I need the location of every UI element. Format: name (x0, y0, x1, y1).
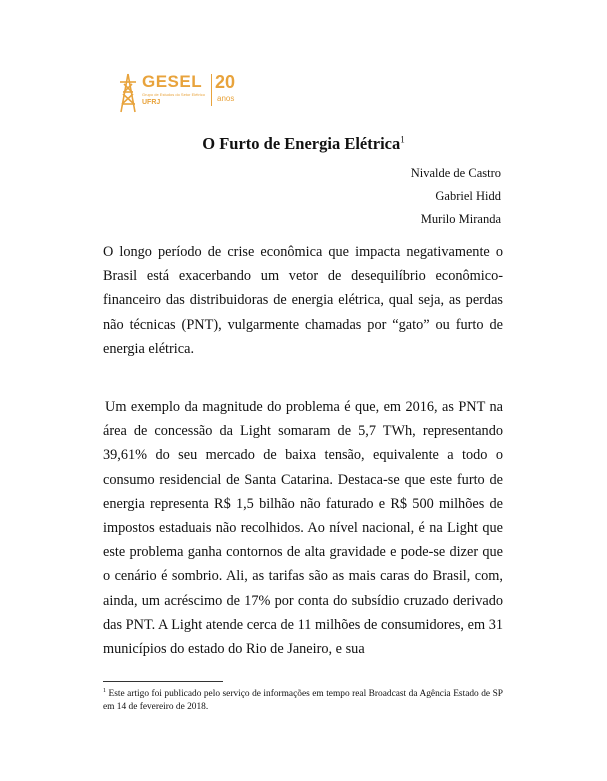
footnote-divider (103, 681, 223, 682)
body-paragraph: Um exemplo da magnitude do problema é que, em 2016, as PNT na área de concessão da Light somaram de 5,7 TWh, representando 39,61% do seu mercado de baixa tensão, equivalente a todo o consumo residencial de Santa Catarina. Destaca-se que este furto de energia representa R$ 1,5 bilhão não faturado e R$ 500 milhões de impostos estaduais não recolhidos. Ao nível nacional, é na Light que este problema ganha contornos de alta gravidade e pode-se dizer que o cenário é sombrio. Ali, as tarifas são as mais caras do Brasil, com, ainda, um acréscimo de 17% por conta do subsídio cruzado derivado das PNT. A Light atende cerca de 11 milhões de consumidores, em 31 municípios do estado do Rio de Janeiro, e sua (103, 399, 503, 658)
page-title-text: O Furto de Energia Elétrica (202, 134, 401, 153)
logo-institution: UFRJ (142, 99, 161, 106)
author-name: Nivalde de Castro (410, 166, 501, 180)
author-name: Murilo Miranda (420, 212, 501, 226)
body-paragraph: O longo período de crise econômica que impacta negativamente o Brasil está exacerbando um vetor de desequilíbrio econômico-financeiro das distribuidoras de energia elétrica, qual seja, as perdas não técnicas (PNT), vulgarmente chamadas por “gato” ou furto de energia elétrica. (103, 244, 503, 357)
power-tower-icon (118, 72, 138, 114)
logo-divider (211, 74, 212, 106)
logo-anniversary-number: 20 (215, 72, 236, 92)
logo-anniversary-word: anos (217, 94, 235, 103)
footnote-marker: 1 (103, 687, 106, 694)
footnote-text: Este artigo foi publicado pelo serviço de informações em tempo real Broadcast da Agência Estado de SP em 14 de fevereiro de 2018. (103, 689, 503, 712)
footnote (103, 688, 503, 713)
logo-subtitle: Grupo de Estudos do Setor Elétrico (142, 92, 205, 97)
gesel-logo (118, 72, 258, 117)
logo-name: GESEL (142, 72, 203, 91)
title-footnote-marker: 1 (400, 134, 405, 145)
author-list (411, 162, 501, 231)
author-name: Gabriel Hidd (435, 189, 501, 203)
page-title (0, 134, 607, 154)
